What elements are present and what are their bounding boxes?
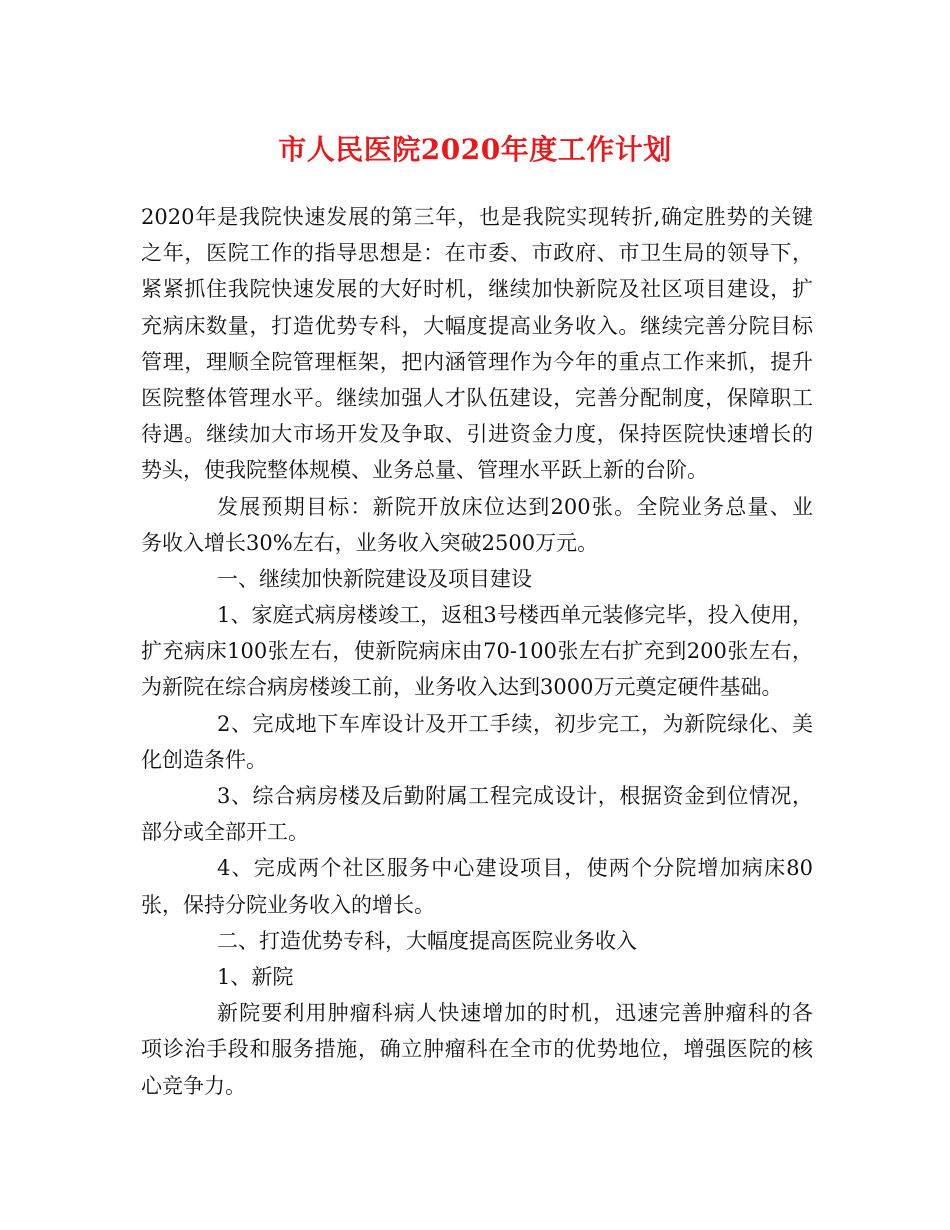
text-line: 二、打造优势专科，大幅度提高医院业务收入	[217, 928, 637, 953]
text-line: 项诊治手段和服务措施，确立肿瘤科在全市的优势地位，增强医院的核	[141, 1037, 813, 1062]
text-line: 之年，医院工作的指导思想是：在市委、市政府、市卫生局的领导下，	[141, 241, 813, 266]
text-line: 3、综合病房楼及后勤附属工程完成设计，根据资金到位情况，	[217, 784, 813, 808]
text-line: 化创造条件。	[141, 747, 267, 772]
text-line: 2、完成地下车库设计及开工手续，初步完工，为新院绿化、美	[217, 711, 813, 736]
text-line: 心竞争力。	[141, 1073, 246, 1098]
text-line: 医院整体管理水平。继续加强人才队伍建设，完善分配制度，保障职工	[141, 385, 813, 410]
text-line: 发展预期目标：新院开放床位达到200张。全院业务总量、业	[217, 494, 813, 519]
text-line: 扩充病床100张左右，使新院病床由70-100张左右扩充到200张左右，	[141, 639, 813, 664]
text-line: 待遇。继续加大市场开发及争取、引进资金力度，保持医院快速增长的	[141, 422, 813, 447]
document-body	[141, 199, 813, 1104]
text-line: 为新院在综合病房楼竣工前，业务收入达到3000万元奠定硬件基础。	[141, 675, 783, 700]
text-line: 紧紧抓住我院快速发展的大好时机，继续加快新院及社区项目建设，扩	[141, 277, 813, 302]
text-line: 4、完成两个社区服务中心建设项目，使两个分院增加病床80	[217, 856, 813, 881]
text-line: 张，保持分院业务收入的增长。	[141, 892, 435, 917]
text-line: 1、新院	[217, 964, 294, 989]
text-line: 务收入增长30%左右，业务收入突破2500万元。	[141, 530, 599, 555]
text-line: 新院要利用肿瘤科病人快速增加的时机，迅速完善肿瘤科的各	[217, 1001, 813, 1026]
text-line: 管理，理顺全院管理框架，把内涵管理作为今年的重点工作来抓，提升	[141, 349, 813, 374]
text-line: 充病床数量，打造优势专科，大幅度提高业务收入。继续完善分院目标	[141, 313, 813, 338]
text-line: 势头，使我院整体规模、业务总量、管理水平跃上新的台阶。	[141, 458, 708, 483]
text-line: 一、继续加快新院建设及项目建设	[217, 566, 532, 591]
document-title: 市人民医院2020年度工作计划	[278, 133, 672, 166]
text-line: 部分或全部开工。	[141, 820, 309, 845]
text-line: 1、家庭式病房楼竣工，返租3号楼西单元装修完毕，投入使用，	[217, 603, 813, 628]
text-line: 2020年是我院快速发展的第三年，也是我院实现转折,确定胜势的关键	[141, 205, 813, 229]
